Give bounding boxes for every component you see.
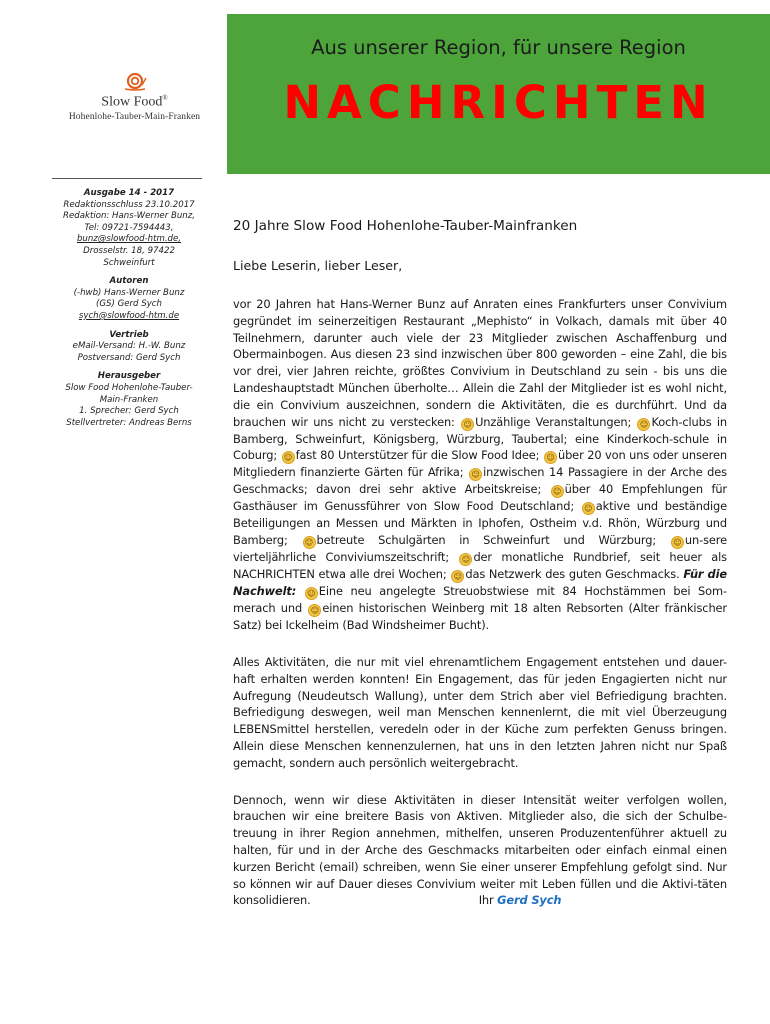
activity-item: un-sere vierteljährliche Conviviumszeitschrift;: [233, 533, 727, 565]
paragraph-text: Dennoch, wenn wir diese Aktivitäten in dieser Intensität weiter verfolgen wollen, brauchen wir eine breitere Basis von Aktiven. Mitglieder also, die sich der Schulbe-treuung in ihrer Region annehmen, mithelfen, unseren Produzentenführer aktuell zu halten, für und in der Arche des Geschmacks mitarbeiten oder einfach einmal einen kurzen Bericht (email) schreiben, wenn Sie einer unserer Empfehlung gefolgt sind. Nur so können wir auf Dauer dieses Convivium weiter mit Leben füllen und die Aktivi-täten konsolidieren.: [233, 792, 727, 908]
activity-item: Unzählige Veranstaltungen;: [475, 414, 632, 429]
activity-item: inzwischen 14 Passagiere in der Arche des Geschmacks; davon drei sehr aktive Arbeitskreise;: [233, 465, 727, 497]
activity-item: über 20 von uns oder unseren Mitgliedern finanzierte Gärten für Afrika;: [233, 448, 727, 480]
activity-item: aktive und beständige Beteiligungen an Messen und Märkten in Iphofen, Ostheim v.d. Rhön, Würzburg und Bamberg;: [233, 499, 727, 548]
authors-heading: Autoren: [109, 276, 149, 287]
smiley-icon: ☺: [551, 485, 564, 498]
activity-item: Eine neu angelegte Streuobstwiese mit 84 Hochstämmen bei Som-merach und: [233, 584, 727, 616]
phone-line: Tel: 09721-7594443,: [84, 222, 174, 233]
header-banner: [227, 14, 770, 174]
smiley-icon: ☺: [544, 451, 557, 464]
author-line: (-hwb) Hans-Werner Bunz: [73, 287, 185, 298]
article-salutation: Liebe Leserin, lieber Leser,: [233, 258, 403, 273]
article-headline: 20 Jahre Slow Food Hohenlohe-Tauber-Mainfranken: [233, 218, 578, 234]
post-distribution: Postversand: Gerd Sych: [77, 352, 181, 363]
logo-brand: Slow Food®: [101, 94, 168, 110]
activity-item: der monatliche Rundbrief, seit heuer als NACHRICHTEN etwa alle drei Wochen;: [233, 550, 727, 582]
author-line: (GS) Gerd Sych: [96, 299, 162, 310]
sidebar-divider: [52, 178, 202, 179]
publisher-line: Main-Franken: [99, 394, 159, 405]
email-distribution: eMail-Versand: H.-W. Bunz: [72, 341, 186, 352]
article-paragraph-3: [233, 792, 727, 910]
activity-item: das Netzwerk des guten Geschmacks.: [465, 567, 680, 582]
smiley-icon: ☺: [282, 451, 295, 464]
city-line: Schweinfurt: [103, 257, 155, 268]
signature-name: Gerd Sych: [497, 893, 562, 908]
issue-number: Ausgabe 14 - 2017: [83, 188, 175, 198]
signature-prefix: Ihr: [478, 893, 494, 908]
smiley-icon: ☺: [308, 604, 321, 617]
article-paragraph-2: Alles Aktivitäten, die nur mit viel ehrenamtlichem Engagement entstehen und dauer-haft erhalten werden konnten! Ein Engagement, das für jeden Engagierten nicht nur Aufregung (Neudeutsch Wallung), unter dem Strich aber viel Befriedigung brachten. Befriedigung deswegen, weil man Menschen kennenlernt, die mit viel Überzeugung LEBENSmittel herstellen, veredeln oder in der Küche zum perfekten Genuss bringen. Allein diese Menschen kennenzulernen, hat uns in den letzten Jahren nicht nur Spaß gemacht, sondern auch persönlich weitergebracht.: [233, 654, 727, 770]
editor-line: Redaktion: Hans-Werner Bunz,: [63, 211, 195, 222]
smiley-icon: ☺: [461, 418, 474, 431]
activity-item: fast 80 Unterstützer für die Slow Food Idee;: [295, 448, 540, 463]
activity-item: Koch-clubs in Bamberg, Schweinfurt, Königsberg, Würzburg, Taubertal; eine Kinderkoch-schule in Coburg;: [233, 414, 727, 463]
smiley-icon: ☺: [305, 587, 318, 600]
paragraph-intro: vor 20 Jahren hat Hans-Werner Bunz auf Anraten eines Frankfurters unser Convivium gegründet im seinerzeitigen Restaurant „Mephisto“ in Volkach, damals mit über 40 Teilnehmern, darunter auch viele der 23 Mitglieder zwischen Aschaffenburg und Obermainbogen. Aus diesen 23 sind inzwischen über 800 geworden – eine Zahl, die bis vor drei, vier Jahren reichte, größtes Convivium in Deutschland zu sein - bis uns die Landeshauptstadt München überholte… Allein die Zahl der Mitglieder ist es wohl nicht, die ein Convivium auszeichnen, sondern die Aktivitäten, die es durchführt. Und da brauchen wir uns nicht zu verstecken:: [233, 297, 727, 429]
editorial-deadline: Redaktionsschluss 23.10.2017: [63, 199, 195, 210]
distribution-heading: Vertrieb: [109, 329, 149, 340]
smiley-icon: ☺: [459, 553, 472, 566]
newsletter-title: NACHRICHTEN: [283, 76, 714, 129]
activity-item: betreute Schulgärten in Schweinfurt und Würzburg;: [316, 533, 657, 548]
article: [233, 218, 727, 929]
snail-icon: [122, 72, 148, 92]
emphasis-label: Für die Nachwelt:: [233, 567, 727, 599]
signature: [314, 893, 561, 907]
imprint-sidebar: [48, 188, 210, 436]
smiley-icon: ☺: [582, 502, 595, 515]
smiley-icon: ☺: [303, 536, 316, 549]
publisher-heading: Herausgeber: [97, 371, 161, 382]
smiley-icon: ☺: [637, 418, 650, 431]
publisher-line: Slow Food Hohenlohe-Tauber-: [65, 382, 193, 393]
deputy-line: Stellvertreter: Andreas Berns: [66, 417, 192, 428]
logo-region: Hohenlohe-Tauber-Main-Franken: [68, 111, 201, 122]
street-line: Drosselstr. 18, 97422: [83, 245, 175, 256]
smiley-icon: ☺: [451, 570, 464, 583]
smiley-icon: ☺: [671, 536, 684, 549]
activity-item: einen historischen Weinberg mit 18 alten Rebsorten (Alter fränkischer Satz) bei Ickelheim (Bad Windsheimer Bucht).: [233, 601, 727, 633]
activity-item: über 40 Empfehlungen für Gasthäuser im Genussführer von Slow Food Deutschland;: [233, 482, 727, 514]
smiley-icon: ☺: [469, 468, 482, 481]
banner-tagline: Aus unserer Region, für unsere Region: [311, 36, 686, 59]
slow-food-logo: [52, 72, 217, 122]
author-email-link[interactable]: sych@slowfood-htm.de: [78, 310, 180, 321]
speaker-line: 1. Sprecher: Gerd Sych: [79, 406, 179, 417]
article-paragraph-1: [233, 296, 727, 634]
editor-email-link[interactable]: bunz@slowfood-htm.de,: [76, 234, 182, 245]
